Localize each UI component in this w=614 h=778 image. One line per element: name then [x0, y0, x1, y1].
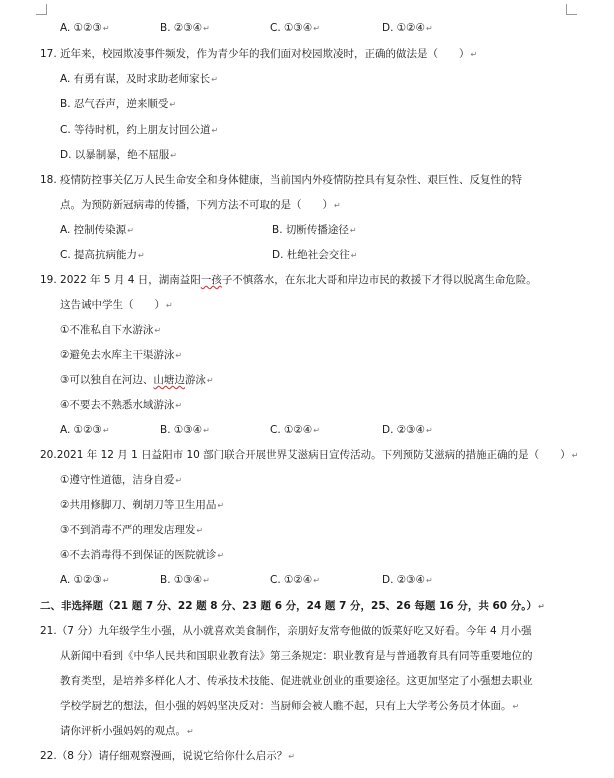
q20-item-2: ②共用修脚刀、剃胡刀等卫生用品↵: [60, 499, 225, 511]
q18-option-a: A. 控制传染源↵: [60, 224, 134, 236]
question-18-stem: 18. 疫情防控事关亿万人民生命安全和身体健康，当前国内外疫情防控具有复杂性、艰巨性、反复性的特: [40, 174, 523, 186]
q17-option-c: C. 等待时机，约上朋友讨回公道↵: [60, 124, 219, 136]
spell-check-mark: 山塘边: [153, 374, 185, 386]
q18-option-d: D. 杜绝社会交往↵: [272, 249, 358, 261]
q20-option-c: C. ①②④↵: [270, 574, 320, 586]
crop-mark-right: [566, 4, 577, 15]
question-20-stem: 20.2021 年 12 月 1 日益阳市 10 部门联合开展世界艾滋病日宣传活动。下列预防艾滋病的措施正确的是（ ）↵: [40, 449, 579, 461]
q19-option-a: A. ①②③↵: [60, 424, 110, 436]
q19-item-1: ①不准私自下水游泳↵: [60, 324, 162, 336]
option: A. ①②③↵: [60, 22, 110, 34]
question-21-line: 21.（7 分）九年级学生小强，从小就喜欢美食制作，亲朋好友常夸他做的饭菜好吃又好看。今年 4 月小强: [40, 625, 532, 637]
section-heading: 二、非选择题（21 题 7 分、22 题 8 分、23 题 6 分，24 题 7 分，25、26 每题 16 分，共 60 分。）↵: [40, 600, 545, 612]
q19-item-3: ③可以独自在河边、山塘边游泳↵: [60, 374, 214, 386]
question-21-line: 教育类型，是培养多样化人才、传承技术技能、促进就业创业的重要途径。这更加坚定了小强想去职业: [60, 675, 533, 687]
option: B. ②③④↵: [160, 22, 210, 34]
q18-option-c: C. 提高抗病能力↵: [60, 249, 145, 261]
question-21-line: 学校学厨艺的想法，但小强的妈妈坚决反对：当厨师会被人瞧不起，只有上大学考公务员才体面。↵: [60, 700, 520, 712]
q20-option-b: B. ①③④↵: [160, 574, 210, 586]
q19-option-b: B. ①③④↵: [160, 424, 210, 436]
q19-option-c: C. ①②④↵: [270, 424, 320, 436]
q20-item-1: ①遵守性道德，洁身自爱↵: [60, 474, 183, 486]
q17-option-d: D. 以暴制暴，绝不屈服↵: [60, 149, 177, 161]
question-17-stem: 17. 近年来，校园欺凌事件频发，作为青少年的我们面对校园欺凌时，正确的做法是（ ）↵: [40, 48, 478, 60]
q19-option-d: D. ②③④↵: [382, 424, 433, 436]
question-18-stem-cont: 点。为预防新冠病毒的传播，下列方法不可取的是（ ）↵: [60, 199, 341, 211]
q20-option-a: A. ①②③↵: [60, 574, 110, 586]
crop-mark-left: [36, 4, 47, 15]
question-21-prompt: 请你评析小强妈妈的观点。↵: [60, 725, 194, 737]
q20-option-d: D. ②③④↵: [382, 574, 433, 586]
q17-option-a: A. 有勇有谋，及时求助老师家长↵: [60, 73, 218, 85]
q17-option-b: B. 忍气吞声，逆来顺受↵: [60, 98, 177, 110]
option: D. ①②④↵: [382, 22, 433, 34]
spell-check-mark: 一孩: [200, 274, 222, 286]
question-19-stem: 19. 2022 年 5 月 4 日，湖南益阳一孩子不慎落水，在东北大哥和岸边市民的救援下才得以脱离生命危险。: [40, 274, 537, 286]
question-22-stem: 22.（8 分）请仔细观察漫画，说说它给你什么启示？↵: [40, 750, 295, 762]
option: C. ①③④↵: [270, 22, 320, 34]
question-21-line: 从新闻中看到《中华人民共和国职业教育法》第三条规定：职业教育是与普通教育具有同等重要地位的: [60, 650, 533, 662]
q18-option-b: B. 切断传播途径↵: [272, 224, 357, 236]
question-19-stem-cont: 这告诫中学生（ ）↵: [60, 299, 173, 311]
q20-item-4: ④不去消毒得不到保证的医院就诊↵: [60, 549, 225, 561]
q19-item-4: ④不要去不熟悉水域游泳↵: [60, 399, 183, 411]
q19-item-2: ②避免去水库主干渠游泳↵: [60, 349, 183, 361]
q20-item-3: ③不到消毒不严的理发店理发↵: [60, 524, 204, 536]
